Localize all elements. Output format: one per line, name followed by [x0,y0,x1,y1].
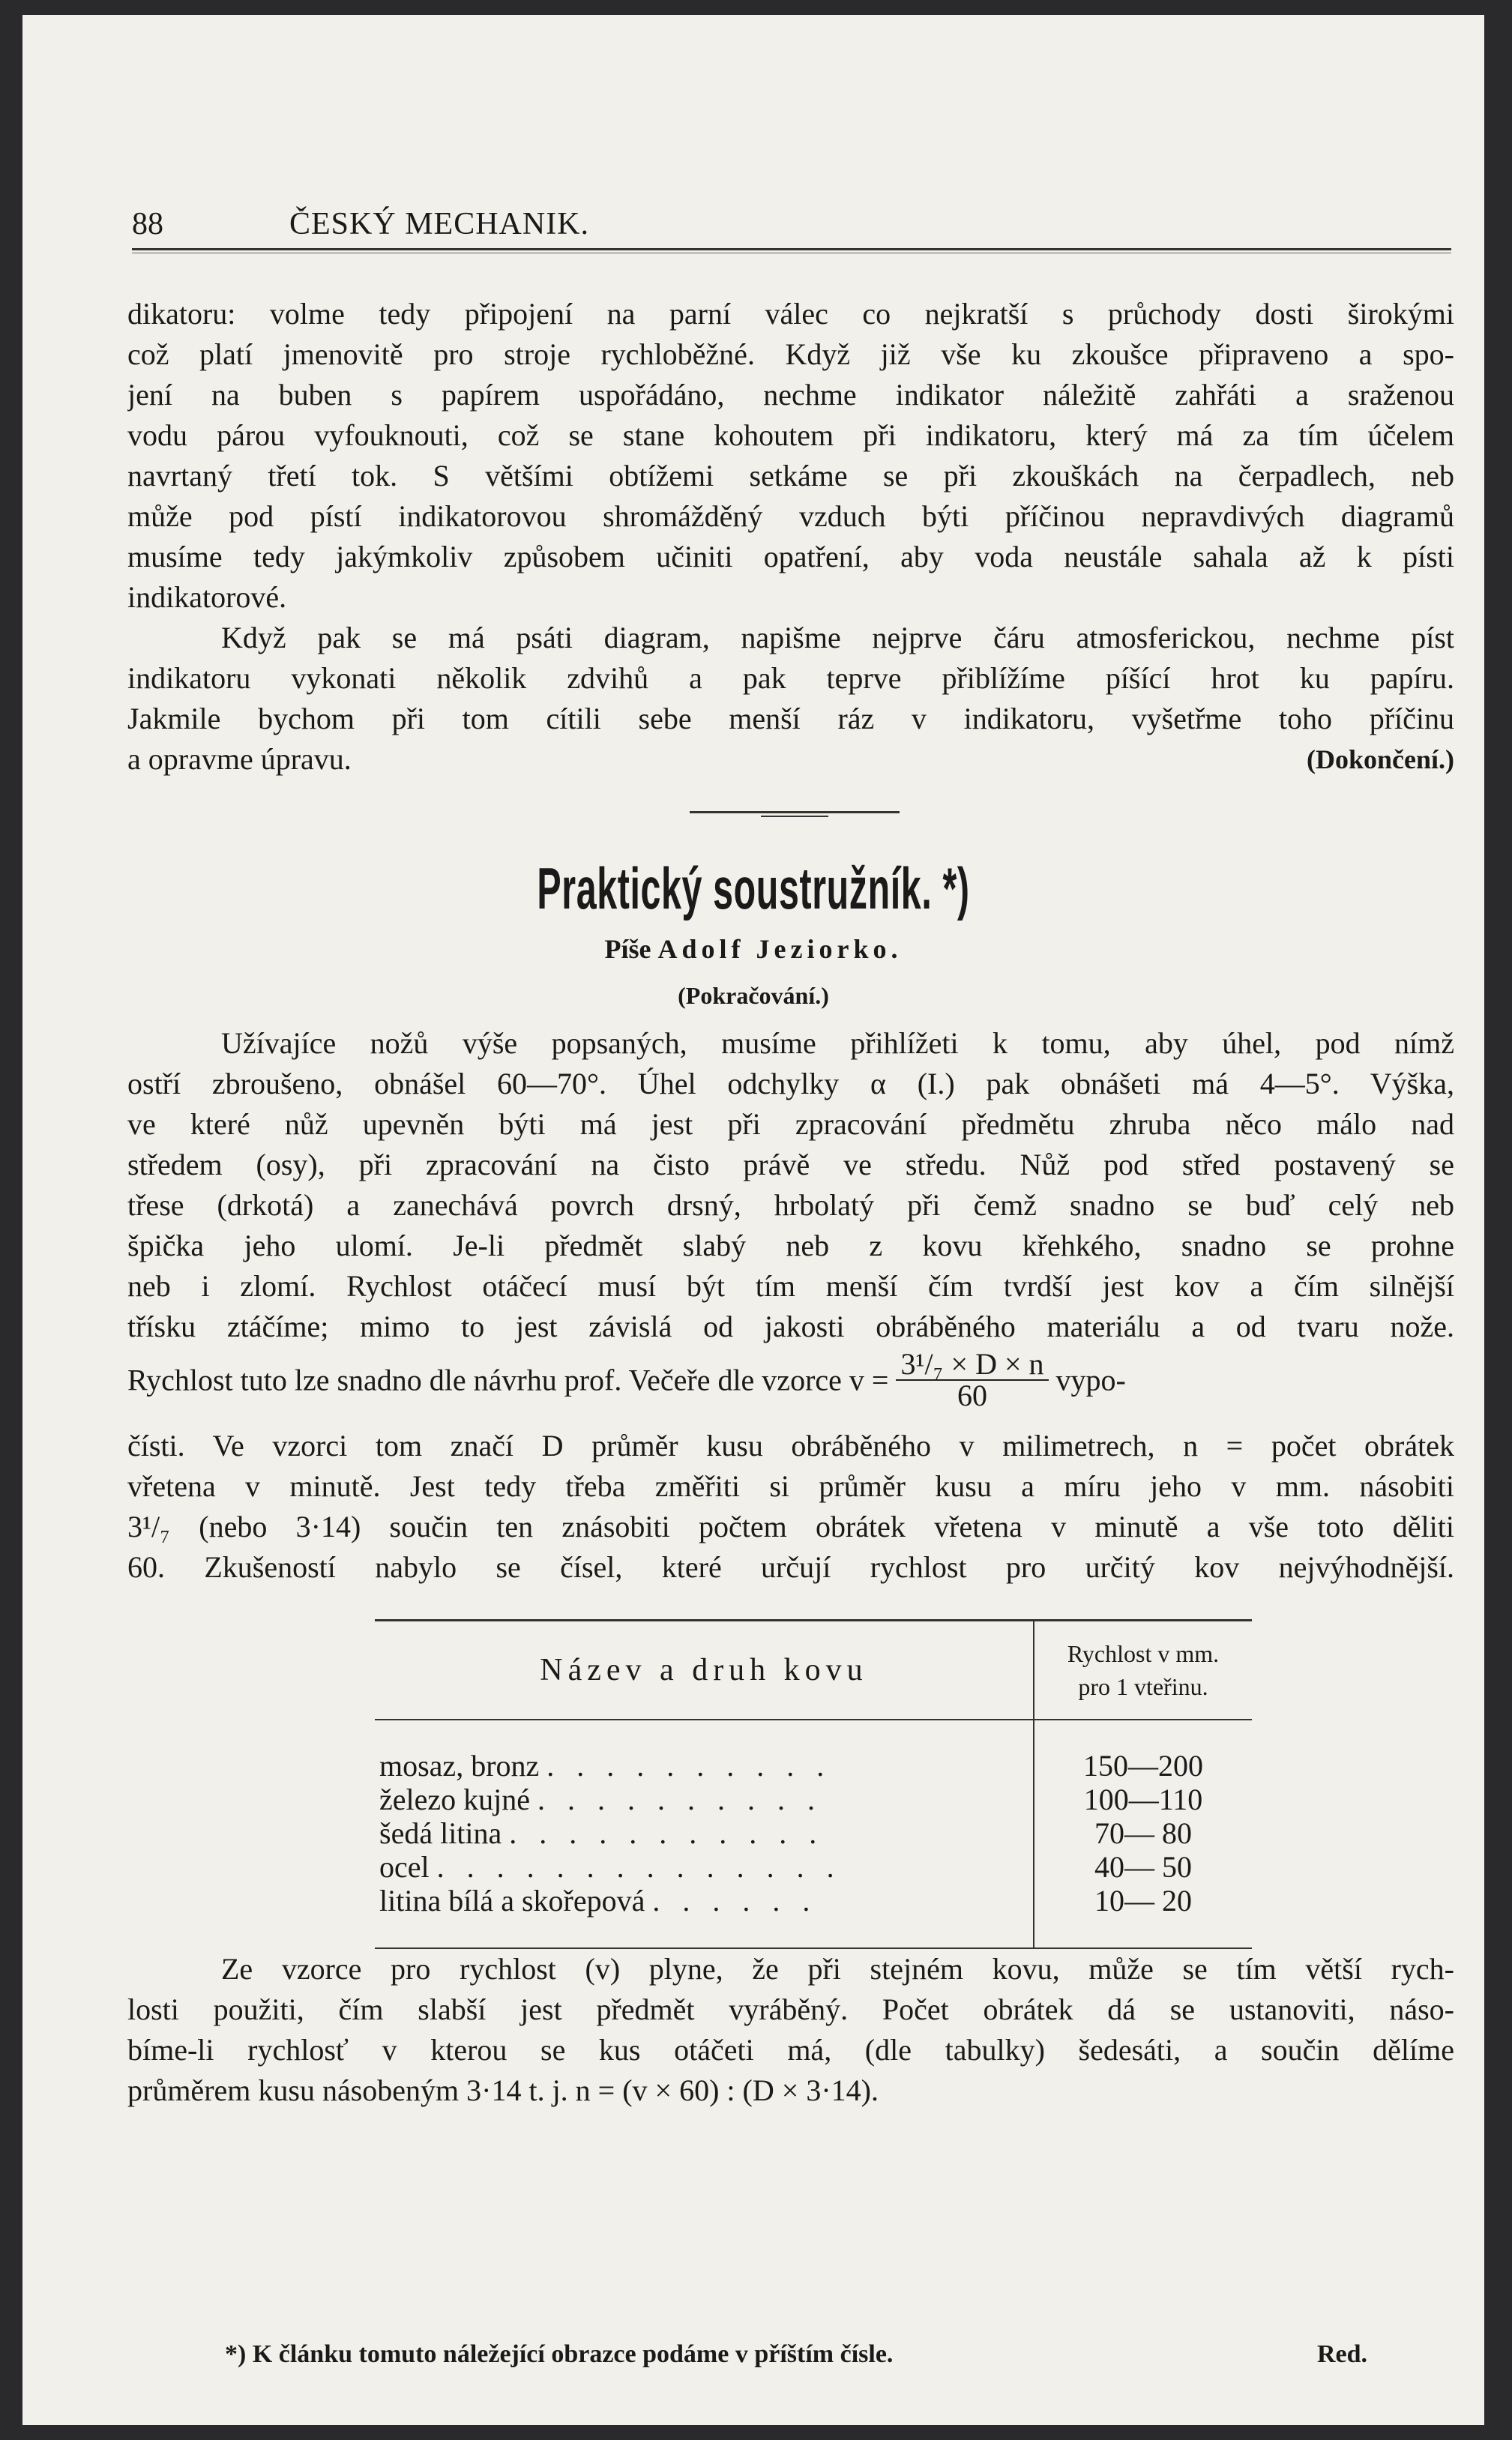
formula-numerator: 3¹/₇ × D × n [896,1349,1048,1381]
text-line: 60. Zkušeností nabylo se čísel, které určují rychlost pro určitý kov nejvýhodnější. [127,1550,1454,1584]
text-line: 3¹/₇ (nebo 3·14) součin ten znásobiti počtem obrátek vřetena v minutě a vše toto děliti [127,1510,1454,1543]
section-separator [690,811,900,819]
column-header-name: Název a druh kovu [375,1621,1034,1720]
text-line: špička jeho ulomí. Je-li předmět slabý neb z kovu křehkého, snadno se prohne [127,1229,1454,1262]
byline [22,933,1484,965]
metal-name: železo kujné [379,1783,530,1816]
leader-dots: . . . . . . [652,1884,818,1918]
metal-name-cell [375,1850,1034,1884]
journal-title: ČESKÝ MECHANIK. [289,207,590,241]
concluded-note: (Dokončení.) [1307,744,1454,774]
text-line: Když pak se má psáti diagram, napišme nejprve čáru atmosferickou, nechme píst [221,621,1454,654]
article-title: Praktický soustružník. *) [537,855,970,921]
byline-prefix: Píše [604,934,651,964]
table-row [375,1720,1252,1783]
closing-paragraph [127,1949,1454,2111]
text-line: neb i zlomí. Rychlost otáčecí musí být tím menší čím tvrdší jest kov a čím silnější [127,1269,1454,1303]
speed-value: 40— 50 [1094,1850,1192,1884]
speed-value: 150—200 [1083,1749,1203,1783]
text-line: indikatoru vykonati několik zdvihů a pak teprve přiblížíme píšící hrot ku papíru. [127,661,1454,695]
intro-paragraph [127,294,1454,618]
leader-dots: . . . . . . . . . . . [509,1816,825,1850]
text-line: Ze vzorce pro rychlost (v) plyne, že při stejném kovu, může se tím větší rych- [221,1952,1454,1986]
text-line: což platí jmenovitě pro stroje rychloběžné. Když již vše ku zkoušce připraveno a spo- [127,337,1454,371]
text-line: Užívajíce nožů výše popsaných, musíme přihlížeti k tomu, aby úhel, pod nímž [221,1026,1454,1060]
footnote-signature: Red. [1317,2340,1368,2368]
speed-value: 100—110 [1083,1783,1203,1816]
table-row [375,1816,1252,1850]
header-rule [132,248,1451,250]
speed-header-line: Rychlost v mm. [1067,1640,1220,1667]
second-paragraph [127,618,1454,780]
text-line: průměrem kusu násobeným 3·14 t. j. n = (v × 60) : (D × 3·14). [127,2073,879,2107]
text-line-with-note [127,739,1454,780]
after-formula-paragraph [127,1426,1454,1588]
continued-note: (Pokračování.) [678,982,829,1009]
speed-value: 10— 20 [1034,1884,1252,1948]
speed-header-line: pro 1 vteřinu. [1078,1673,1208,1700]
speed-value: 70— 80 [1094,1816,1192,1850]
metal-name-cell [375,1783,1034,1816]
column-header-speed [1034,1621,1252,1720]
text-line: ostří zbroušeno, obnášel 60—70°. Úhel odchylky α (I.) pak obnášeti má 4—5°. Výška, [127,1067,1454,1100]
metal-name-cell [375,1720,1034,1783]
metal-name: mosaz, bronz [379,1749,540,1783]
text-line: musíme tedy jakýmkoliv způsobem učiniti opatření, aby voda neustále sahala až k písti [127,540,1454,573]
text-line: losti použiti, čím slabší jest předmět vyráběný. Počet obrátek dá se ustanoviti, náso- [127,1992,1454,2026]
text-line: navrtaný třetí tok. S většími obtížemi setkáme se při zkouškách na čerpadlech, neb [127,459,1454,492]
formula-text-after: vypo- [1055,1363,1126,1397]
leader-dots: . . . . . . . . . . [546,1749,832,1783]
text-line: a opravme úpravu. [127,742,352,776]
leader-dots: . . . . . . . . . . [537,1783,822,1816]
body-paragraph [127,1023,1454,1347]
table-row [375,1850,1252,1884]
page [22,15,1484,2425]
text-line: indikatorové. [127,580,287,614]
metal-speed-table [375,1619,1252,1949]
text-line: vodu párou vyfouknouti, což se stane kohoutem při indikatoru, který má za tím účelem [127,418,1454,452]
text-line: třese (drkotá) a zanechává povrch drsný, hrbolatý při čemž snadno se buď celý neb [127,1188,1454,1222]
text-line: bíme-li rychlosť v kterou se kus otáčeti má, (dle tabulky) šedesáti, a součin dělíme [127,2033,1454,2067]
formula-denominator: 60 [957,1379,987,1412]
page-number: 88 [132,207,163,241]
page-header [132,206,1451,251]
leader-dots: . . . . . . . . . . . . . . [436,1850,842,1884]
table-row [375,1884,1252,1948]
metal-name-cell [375,1816,1034,1850]
metal-name: ocel [379,1850,430,1884]
text-line: třísku ztáčíme; mimo to jest závislá od jakosti obráběného materiálu a od tvaru nože. [127,1310,1454,1343]
text-line: dikatoru: volme tedy připojení na parní válec co nejkratší s průchody dosti širokými [127,297,1454,331]
formula-line [127,1349,1454,1417]
metal-name: šedá litina [379,1816,502,1850]
text-line: Jakmile bychom při tom cítili sebe menší ráz v indikatoru, vyšetřme toho příčinu [127,702,1454,735]
text-line: může pod pístí indikatorovou shromážděný vzduch býti příčinou nepravdivých diagramů [127,499,1454,533]
table-header-row [375,1621,1252,1720]
formula-text-before: Rychlost tuto lze snadno dle návrhu prof. Večeře dle vzorce v = [127,1363,889,1397]
metal-name-cell [375,1884,1034,1948]
author-name: Adolf Jeziorko. [657,934,903,964]
metal-name: litina bílá a skořepová [379,1884,645,1918]
text-line: ve které nůž upevněn býti má jest při zpracování předmětu zhruba něco málo nad [127,1107,1454,1141]
text-line: vřetena v minutě. Jest tedy třeba změřiti si průměr kusu a míru jeho v mm. násobiti [127,1469,1454,1503]
text-line: středem (osy), při zpracování na čisto právě ve středu. Nůž pod střed postavený se [127,1148,1454,1181]
text-line: jení na buben s papírem uspořádáno, nechme indikator náležitě zahřáti a sraženou [127,378,1454,412]
text-line: čísti. Ve vzorci tom značí D průměr kusu obráběného v milimetrech, n = počet obrátek [127,1429,1454,1463]
table-row [375,1783,1252,1816]
footnote: *) K článku tomuto náležející obrazce podáme v příštím čísle. [225,2340,894,2368]
formula-fraction [896,1349,1048,1411]
